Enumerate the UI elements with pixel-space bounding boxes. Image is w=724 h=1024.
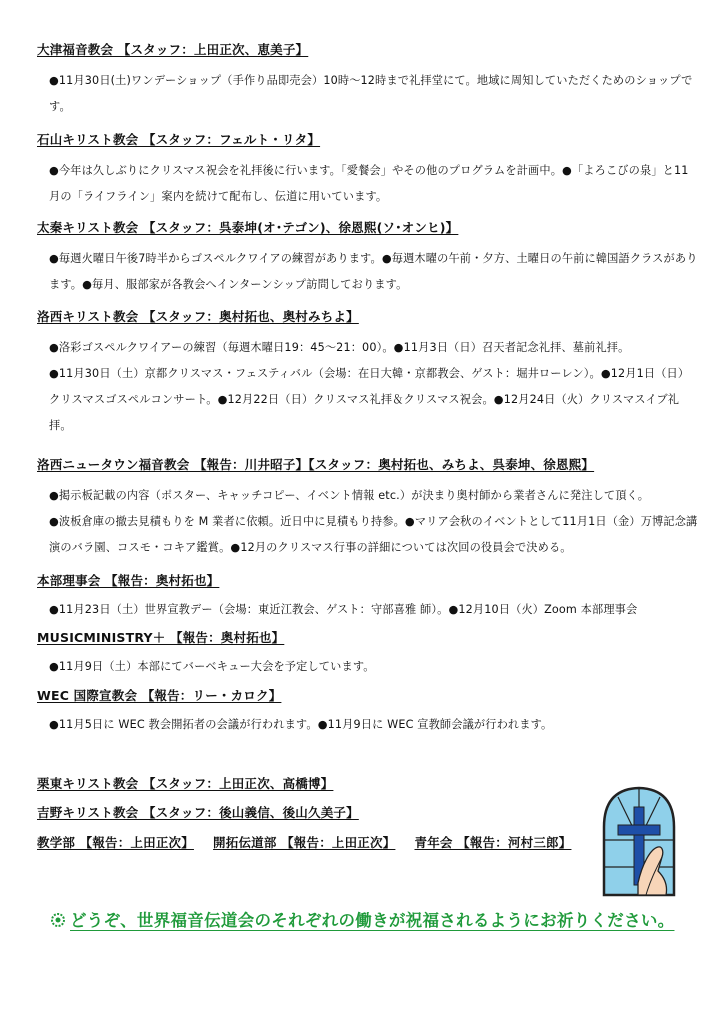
section-heading: WEC 国際宣教会 【報告：リー・カロク】 xyxy=(37,688,282,703)
section-rakusai-newtown xyxy=(37,455,699,561)
section-line: ●11月30日（土）京都クリスマス・フェスティバル（会場：在日大韓・京都教会、ゲスト：堀井ローレン）。●12月1日（日）クリスマスゴスペルコンサート。●12月22日（日）クリスマス礼拝＆クリスマス祝会。●12月24日（火）クリスマスイブ礼拝。 xyxy=(49,367,690,432)
inline-headings-row xyxy=(37,832,585,851)
section-heading: 大津福音教会 【スタッフ：上田正次、恵美子】 xyxy=(37,42,309,57)
section-line: ●11月5日に WEC 教会開拓者の会議が行われます。●11月9日に WEC 宣教師会議が行われます。 xyxy=(49,718,553,731)
section-line: ●波板倉庫の撤去見積もりを M 業者に依頼。近日中に見積もり持参。●マリア会秋のイベントとして11月1日（金）万博記念講演のバラ園、コスモ・コキア鑑賞。●12月のクリスマス行事の詳細については次回の役員会で決める。 xyxy=(49,515,698,554)
section-heading: MUSICMINISTRY＋ 【報告：奥村拓也】 xyxy=(37,630,285,645)
heading-kyougakubu: 教学部 【報告：上田正次】 xyxy=(37,835,194,850)
section-line: ●今年は久しぶりにクリスマス祝会を礼拝後に行います。「愛餐会」やその他のプログラムを計画中。●「よろこびの泉」と11月の「ライフライン」案内を続けて配布し、伝道に用いています。 xyxy=(49,164,689,203)
footer-heading-yoshino: 吉野キリスト教会 【スタッフ：後山義信、後山久美子】 xyxy=(37,805,359,820)
section-heading: 本部理事会 【報告：奥村拓也】 xyxy=(37,573,220,588)
section-line: ●11月9日（土）本部にてバーベキュー大会を予定しています。 xyxy=(49,660,375,673)
praying-hands-window-illustration xyxy=(598,785,680,897)
section-line: ●毎週火曜日午後7時半からゴスペルクワイアの練習があります。●毎週木曜の午前・夕方、土曜日の午前に韓国語クラスがあります。●毎月、服部家が各教会へインターンシップ訪問しております。 xyxy=(49,252,698,291)
section-otsu xyxy=(37,40,699,120)
section-heading: 太秦キリスト教会 【スタッフ：呉泰坤(オ･テゴン)、徐恩熙(ソ･オンヒ)】 xyxy=(37,220,459,235)
section-honbu-board xyxy=(37,571,699,623)
heading-seinenkai: 青年会 【報告：河村三郎】 xyxy=(414,835,572,850)
section-heading: 石山キリスト教会 【スタッフ：フェルト・リタ】 xyxy=(37,132,321,147)
closing-text: どうぞ、世界福音伝道会のそれぞれの働きが祝福されるようにお祈りください。 xyxy=(70,911,675,930)
section-line: ●11月23日（土）世界宣教デー（会場：東近江教会、ゲスト：守部喜雅 師）。●12月10日（火）Zoom 本部理事会 xyxy=(49,603,638,616)
section-heading: 洛西ニュータウン福音教会 【報告：川井昭子】【スタッフ：奥村拓也、みちよ、呉泰坤、徐恩熙】 xyxy=(37,457,595,472)
section-ishiyama xyxy=(37,130,699,210)
section-uzumasa xyxy=(37,218,699,298)
footer-heading-rittou: 栗東キリスト教会 【スタッフ：上田正次、高橋博】 xyxy=(37,776,334,791)
section-wec xyxy=(37,686,699,738)
section-line: ●洛彩ゴスペルクワイアーの練習（毎週木曜日19：45～21：00）。●11月3日（日）召天者記念礼拝、墓前礼拝。 xyxy=(49,341,630,354)
section-heading: 洛西キリスト教会 【スタッフ：奥村拓也、奥村みちよ】 xyxy=(37,309,359,324)
section-music-ministry xyxy=(37,628,699,680)
heading-kaitaku-dendoubu: 開拓伝道部 【報告：上田正次】 xyxy=(213,835,396,850)
flower-icon xyxy=(50,912,66,928)
closing-message xyxy=(50,907,674,931)
section-rakusai xyxy=(37,307,699,439)
section-line: ●掲示板記載の内容（ポスター、キャッチコピー、イベント情報 etc.）が決まり奥村師から業者さんに発注して頂く。 xyxy=(49,489,650,502)
section-line: ●11月30日(土)ワンデーショップ（手作り品即売会）10時～12時まで礼拝堂にて。地域に周知していただくためのショップです。 xyxy=(49,74,693,113)
